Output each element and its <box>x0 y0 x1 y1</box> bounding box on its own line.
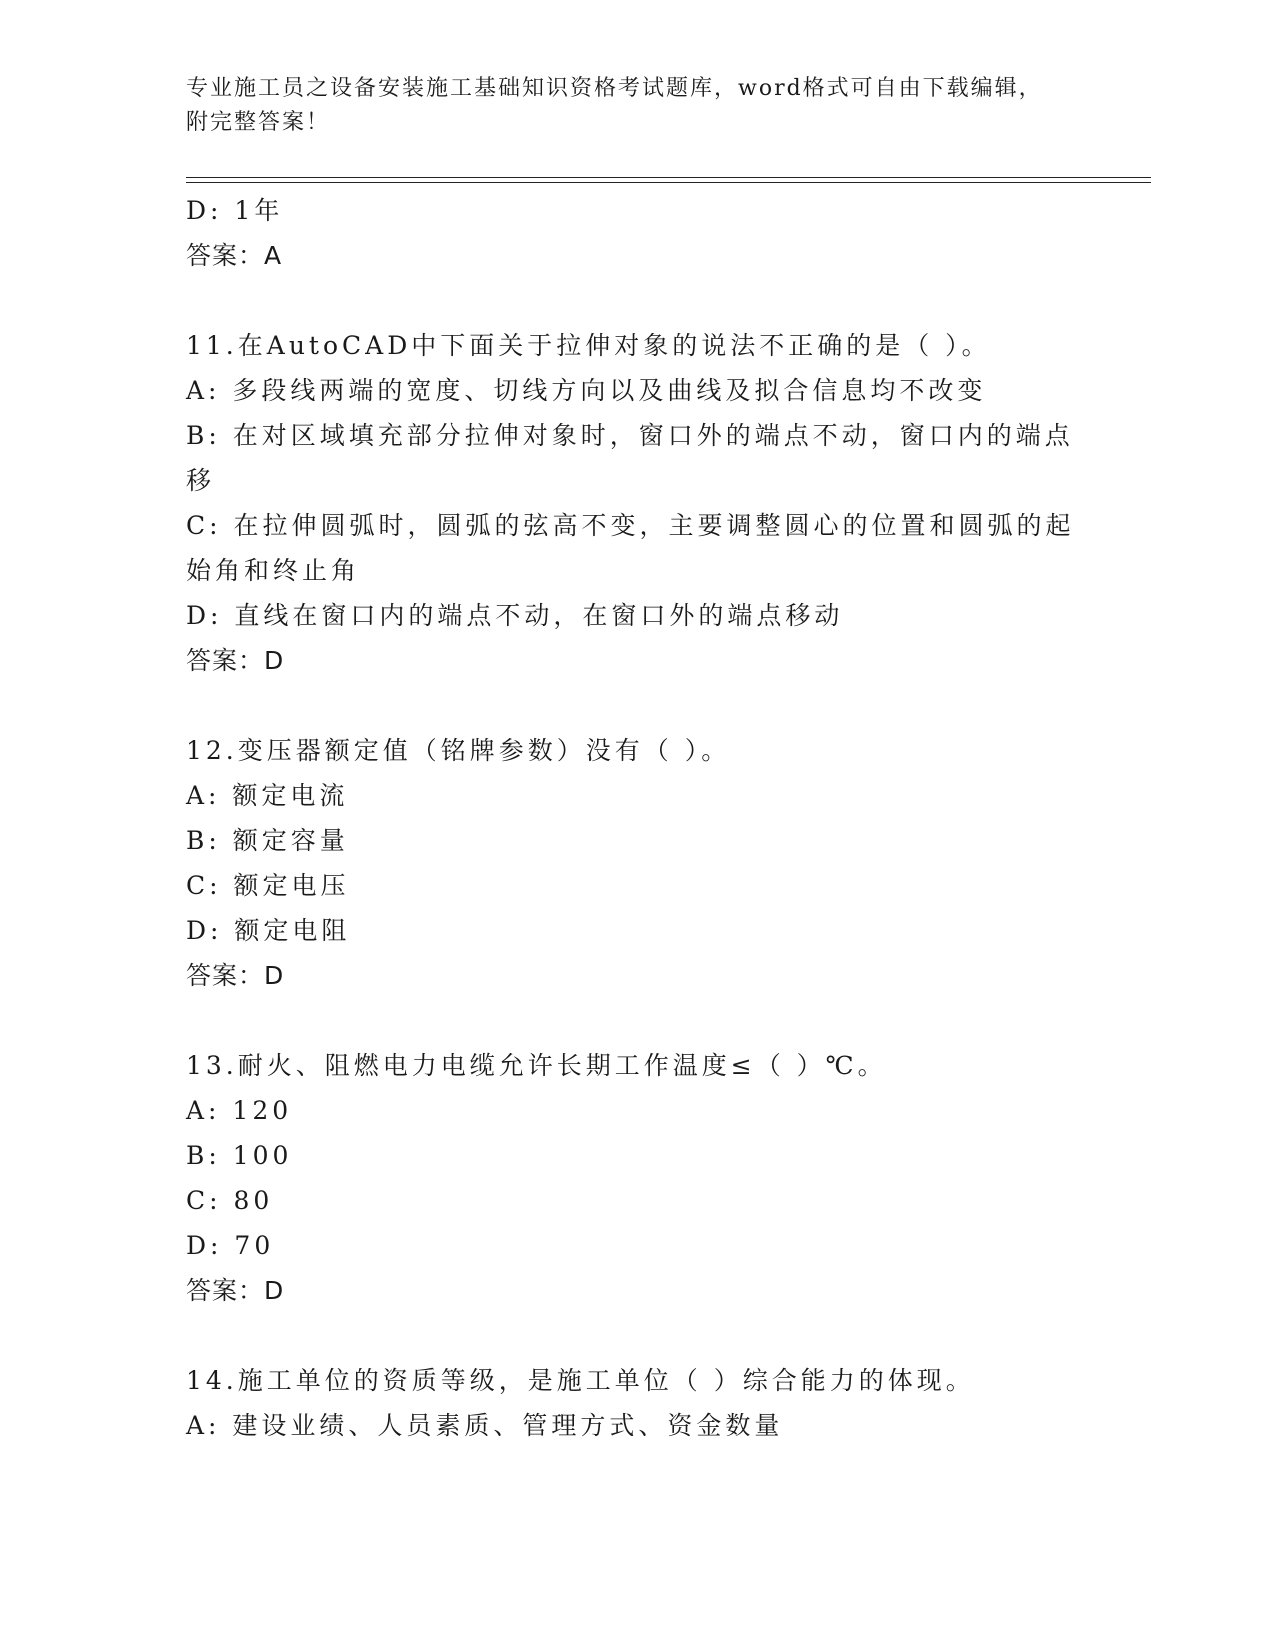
option-c-continued: 始角和终止角 <box>186 556 361 585</box>
option-c: C: 在拉伸圆弧时，圆弧的弦高不变，主要调整圆心的位置和圆弧的起 <box>186 511 1075 540</box>
option-a: A: 多段线两端的宽度、切线方向以及曲线及拟合信息均不改变 <box>186 376 987 405</box>
question-13 <box>186 1043 1086 1313</box>
answer-line: 答案：D <box>186 961 285 990</box>
question-stem: 14.施工单位的资质等级，是施工单位（ ）综合能力的体现。 <box>186 1366 975 1395</box>
option-a: A: 120 <box>186 1096 293 1125</box>
option-b: B: 100 <box>186 1141 293 1170</box>
question-stem: 12.变压器额定值（铭牌参数）没有（ ）。 <box>186 736 731 765</box>
question-12 <box>186 728 1086 998</box>
question-list <box>186 188 1086 1448</box>
spacer <box>186 278 1086 323</box>
header-divider-top <box>186 177 1151 178</box>
answer-line: 答案：D <box>186 646 285 675</box>
partial-question <box>186 188 1086 278</box>
question-stem: 11.在AutoCAD中下面关于拉伸对象的说法不正确的是（ ）。 <box>186 331 991 360</box>
page-header <box>186 72 1086 140</box>
option-c: C: 80 <box>186 1186 274 1215</box>
header-line-1: 专业施工员之设备安装施工基础知识资格考试题库，word格式可自由下载编辑， <box>186 76 1043 101</box>
option-d: D: 额定电阻 <box>186 916 351 945</box>
answer-line: 答案：A <box>186 241 283 270</box>
option-a: A: 建设业绩、人员素质、管理方式、资金数量 <box>186 1411 784 1440</box>
option-d: D: 70 <box>186 1231 275 1260</box>
question-11 <box>186 323 1086 683</box>
spacer <box>186 683 1086 728</box>
option-d: D: 直线在窗口内的端点不动，在窗口外的端点移动 <box>186 601 844 630</box>
option-b: B: 额定容量 <box>186 826 349 855</box>
answer-line: 答案：D <box>186 1276 285 1305</box>
option-a: A: 额定电流 <box>186 781 349 810</box>
question-14 <box>186 1358 1086 1448</box>
spacer <box>186 998 1086 1043</box>
question-stem: 13.耐火、阻燃电力电缆允许长期工作温度≤（ ）℃。 <box>186 1051 887 1080</box>
option-b: B: 在对区域填充部分拉伸对象时，窗口外的端点不动，窗口内的端点 <box>186 421 1074 450</box>
option-d: D: 1年 <box>186 196 284 225</box>
option-b-continued: 移 <box>186 466 216 495</box>
header-divider-bottom <box>186 182 1151 183</box>
option-c: C: 额定电压 <box>186 871 350 900</box>
spacer <box>186 1313 1086 1358</box>
header-line-2: 附完整答案！ <box>186 110 331 135</box>
